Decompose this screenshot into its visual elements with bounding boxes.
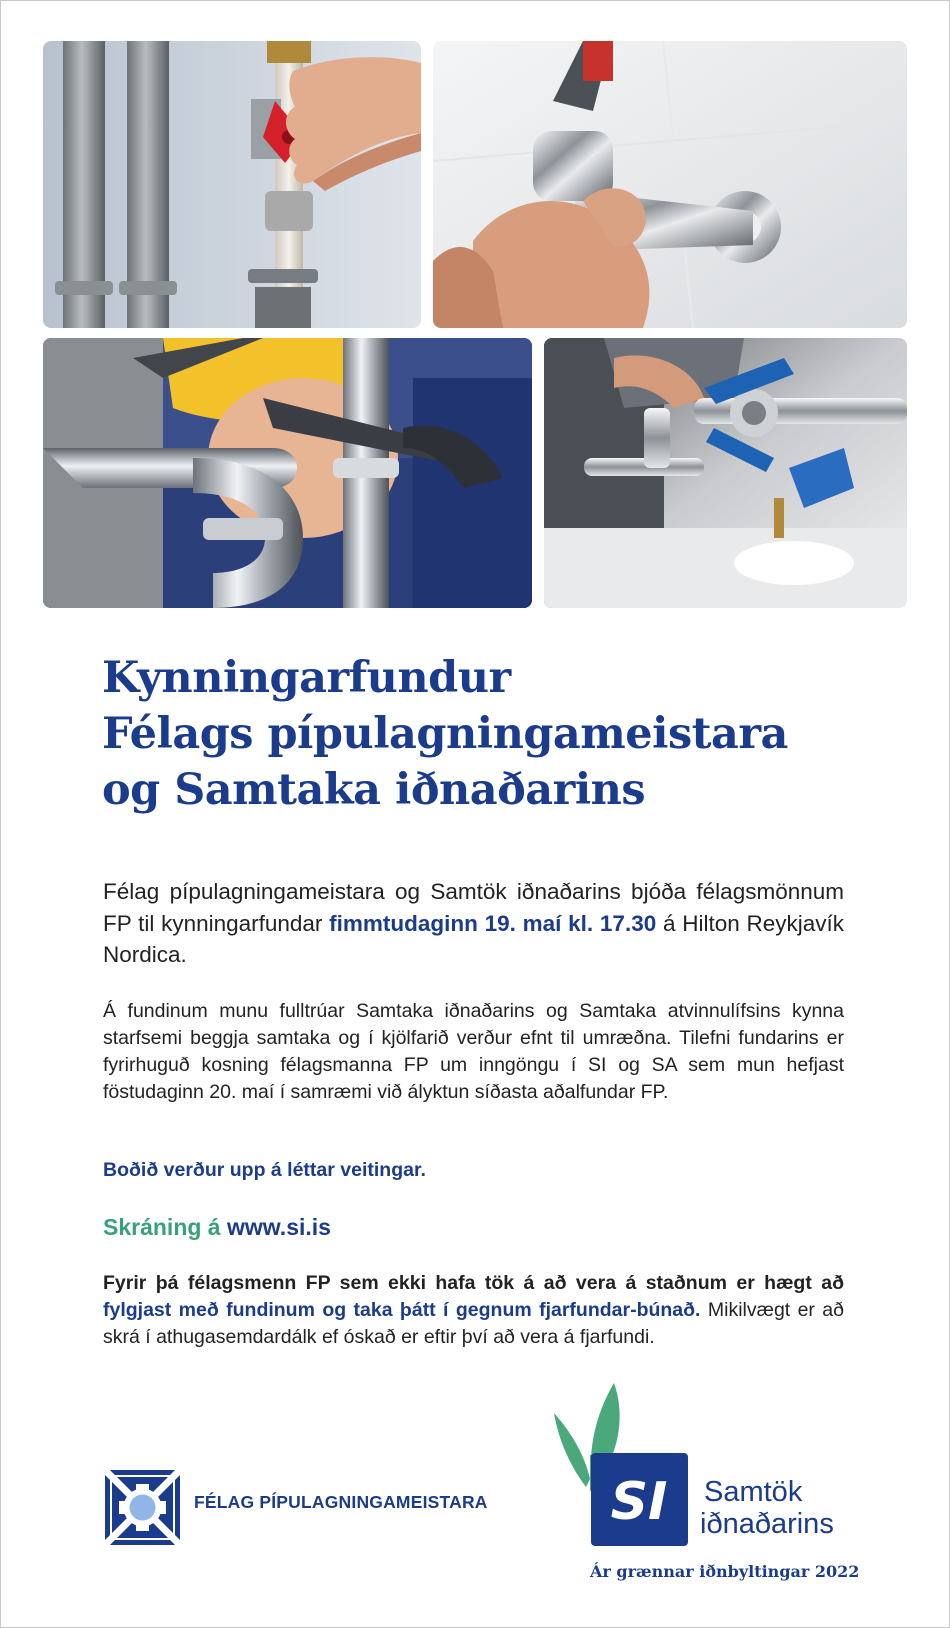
remote-highlight: fylgjast með fundinum og taka þátt í gegnum fjarfundar-búnað.: [103, 1299, 701, 1321]
valve-illustration: [43, 41, 421, 328]
remote-paragraph: [103, 1270, 844, 1351]
refreshments-note: Boðið verður upp á léttar veitingar.: [103, 1159, 426, 1181]
intro-text-2: á Hilton Reykjavík Nordica.: [103, 910, 844, 967]
si-name-line-1: Samtök: [704, 1476, 803, 1508]
title-line-2: Félags pípulagningameistara: [102, 709, 788, 759]
intro-paragraph: [103, 876, 844, 971]
fp-organization-name: FÉLAG PÍPULAGNINGAMEISTARA: [194, 1492, 488, 1512]
si-name-line-2: iðnaðarins: [700, 1508, 834, 1540]
registration-prefix: Skráning á: [103, 1214, 227, 1240]
faucet-illustration: [433, 41, 907, 328]
body-paragraph: Á fundinum munu fulltrúar Samtaka iðnaðarins og Samtaka atvinnulífsins kynna starfsemi beggja samtaka og í kjölfarið verður efnt til umræðna. Tilefni fundarins er fyrirhuguð kosning félagsmanna FP um inngöngu í SI og SA sem mun hefjast föstudaginn 20. maí í samræmi við ályktun síðasta aðalfundar FP.: [103, 1000, 844, 1103]
si-tagline: Ár grænnar iðnbyltingar 2022: [590, 1562, 860, 1581]
si-mark-text: SI: [610, 1472, 668, 1532]
plumber-illustration: [43, 338, 532, 608]
page-title: [102, 650, 862, 818]
intro-text-1: Félag pípulagningameistara og Samtök iðnaðarins bjóða félagsmönnum FP til kynningarfundar: [103, 879, 844, 936]
fp-logo-icon: [105, 1470, 180, 1545]
remote-text: Mikilvægt er að skrá í athugasemdardálk ef óskað er eftir því að vera á fjarfundi.: [103, 1299, 845, 1348]
registration-line: [103, 1212, 844, 1242]
photo-plumber: [43, 338, 532, 608]
remote-text-bold: Fyrir þá félagsmenn FP sem ekki hafa tök á að vera á staðnum er hægt að: [103, 1272, 844, 1294]
pipe-fitting-illustration: [544, 338, 907, 608]
title-line-1: Kynningarfundur: [102, 653, 511, 703]
title-line-3: og Samtaka iðnaðarins: [102, 765, 646, 815]
photo-pipe-fitting: [544, 338, 907, 608]
photo-faucet: [433, 41, 907, 328]
photo-valve: [43, 41, 421, 328]
intro-date-highlight: fimmtudaginn 19. maí kl. 17.30: [329, 910, 657, 936]
registration-link[interactable]: www.si.is: [226, 1214, 331, 1240]
